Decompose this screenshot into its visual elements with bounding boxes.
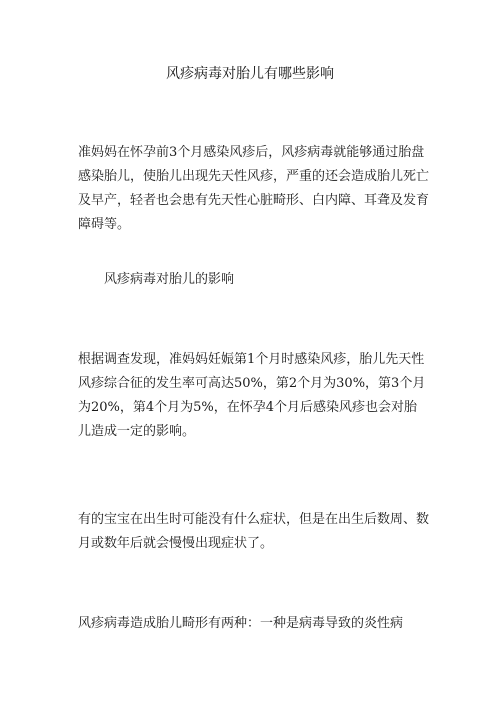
paragraph-infection-early-pregnancy: 准妈妈在怀孕前3个月感染风疹后，风疹病毒就能够通过胎盘感染胎儿，使胎儿出现先天性风疹，严重的还会造成胎儿死亡及早产，轻者也会患有先天性心脏畸形、白内障、耳聋及发育障碍等。: [78, 145, 430, 232]
paragraph-survey-statistics: 根据调查发现，准妈妈妊娠第1个月时感染风疹，胎儿先天性风疹综合征的发生率可高达50%，第2个月为30%，第3个月为20%，第4个月为5%，在怀孕4个月后感染风疹也会对胎儿造成一定的影响。: [78, 352, 426, 439]
document-title: 风疹病毒对胎儿有哪些影响: [166, 66, 334, 82]
paragraph-malformation-types: 风疹病毒造成胎儿畸形有两种：一种是病毒导致的炎性病: [78, 616, 404, 631]
paragraph-delayed-symptoms: 有的宝宝在出生时可能没有什么症状，但是在出生后数周、数月或数年后就会慢慢出现症状了。: [78, 512, 430, 551]
section-subheading: 风疹病毒对胎儿的影响: [104, 272, 235, 287]
